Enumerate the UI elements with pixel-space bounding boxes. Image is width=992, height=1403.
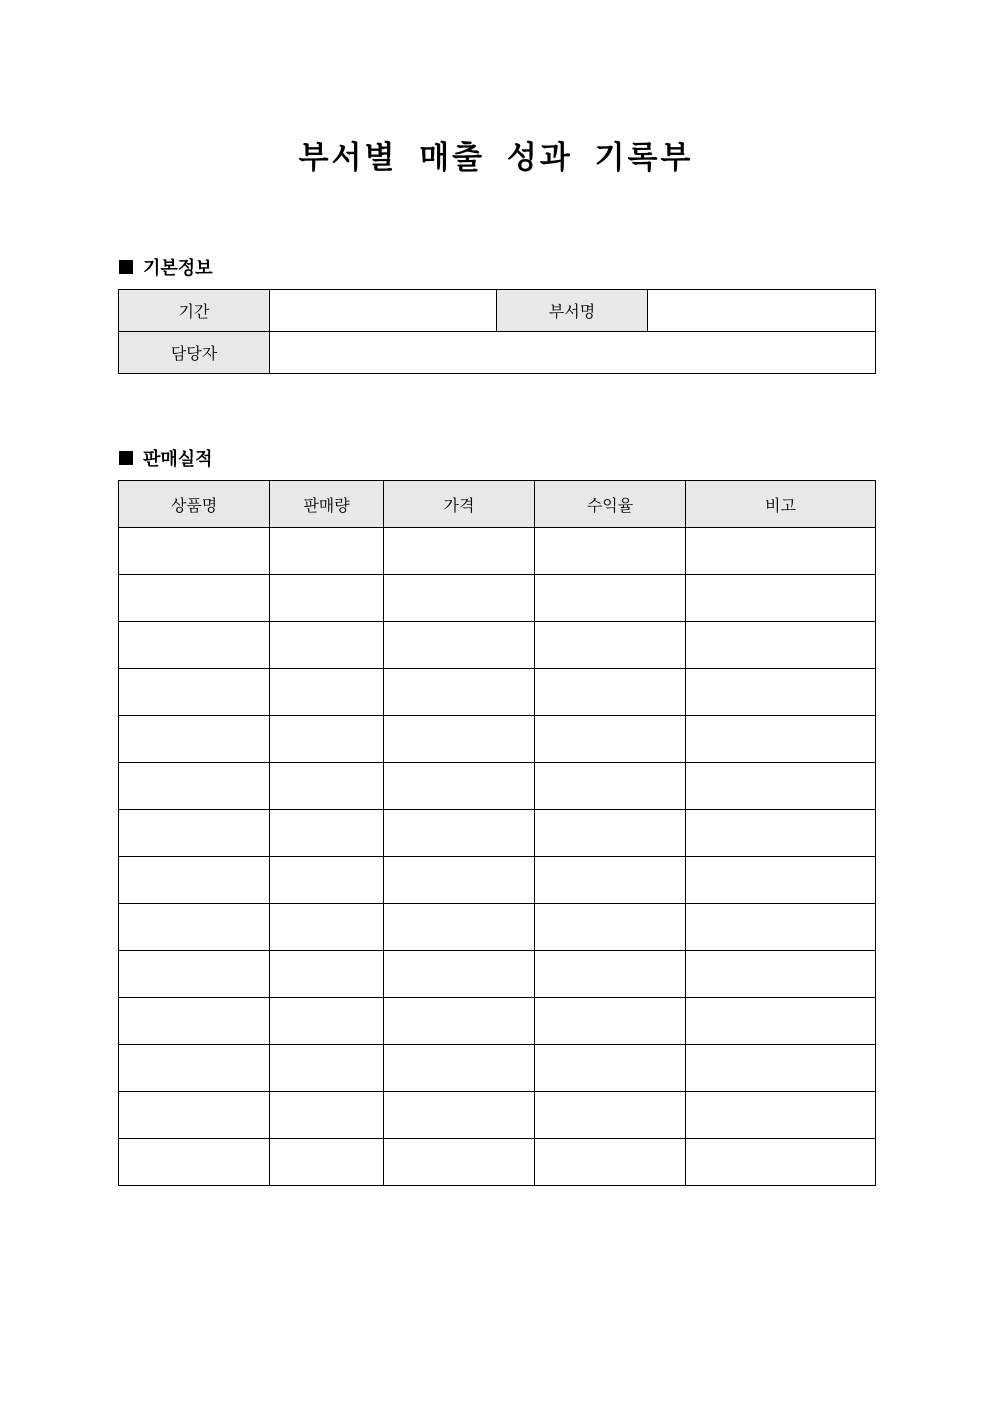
price-cell[interactable] [384, 951, 535, 998]
table-row [119, 669, 876, 716]
quantity-cell[interactable] [270, 528, 384, 575]
quantity-cell[interactable] [270, 998, 384, 1045]
manager-label: 담당자 [119, 332, 270, 374]
table-row [119, 763, 876, 810]
product-cell[interactable] [119, 669, 270, 716]
table-row [119, 1045, 876, 1092]
table-row [119, 622, 876, 669]
product-cell[interactable] [119, 622, 270, 669]
basic-info-table [118, 289, 876, 374]
quantity-cell[interactable] [270, 716, 384, 763]
table-row [119, 528, 876, 575]
product-cell[interactable] [119, 904, 270, 951]
quantity-cell[interactable] [270, 904, 384, 951]
price-cell[interactable] [384, 716, 535, 763]
quantity-cell[interactable] [270, 763, 384, 810]
price-cell[interactable] [384, 669, 535, 716]
sales-table [118, 480, 876, 1186]
table-row [119, 904, 876, 951]
product-cell[interactable] [119, 951, 270, 998]
margin-cell[interactable] [535, 1092, 686, 1139]
table-row [119, 857, 876, 904]
quantity-cell[interactable] [270, 951, 384, 998]
margin-cell[interactable] [535, 951, 686, 998]
margin-cell[interactable] [535, 669, 686, 716]
table-row [119, 332, 876, 374]
column-header-margin: 수익율 [535, 481, 686, 528]
remarks-cell[interactable] [686, 528, 876, 575]
square-bullet-icon [119, 451, 133, 465]
quantity-cell[interactable] [270, 810, 384, 857]
table-row [119, 290, 876, 332]
table-row [119, 810, 876, 857]
remarks-cell[interactable] [686, 763, 876, 810]
table-row [119, 998, 876, 1045]
margin-cell[interactable] [535, 998, 686, 1045]
remarks-cell[interactable] [686, 998, 876, 1045]
margin-cell[interactable] [535, 857, 686, 904]
section-heading-label: 판매실적 [143, 449, 213, 470]
margin-cell[interactable] [535, 575, 686, 622]
department-field[interactable] [648, 290, 876, 332]
remarks-cell[interactable] [686, 951, 876, 998]
column-header-remarks: 비고 [686, 481, 876, 528]
table-row [119, 575, 876, 622]
quantity-cell[interactable] [270, 575, 384, 622]
section-heading-sales [119, 445, 213, 471]
product-cell[interactable] [119, 716, 270, 763]
manager-field[interactable] [270, 332, 876, 374]
margin-cell[interactable] [535, 1139, 686, 1186]
quantity-cell[interactable] [270, 1092, 384, 1139]
column-header-quantity: 판매량 [270, 481, 384, 528]
margin-cell[interactable] [535, 810, 686, 857]
quantity-cell[interactable] [270, 857, 384, 904]
product-cell[interactable] [119, 1045, 270, 1092]
price-cell[interactable] [384, 904, 535, 951]
table-row [119, 1139, 876, 1186]
price-cell[interactable] [384, 763, 535, 810]
product-cell[interactable] [119, 763, 270, 810]
product-cell[interactable] [119, 528, 270, 575]
price-cell[interactable] [384, 622, 535, 669]
margin-cell[interactable] [535, 716, 686, 763]
remarks-cell[interactable] [686, 716, 876, 763]
price-cell[interactable] [384, 810, 535, 857]
remarks-cell[interactable] [686, 857, 876, 904]
remarks-cell[interactable] [686, 1092, 876, 1139]
square-bullet-icon [119, 260, 133, 274]
product-cell[interactable] [119, 575, 270, 622]
remarks-cell[interactable] [686, 622, 876, 669]
remarks-cell[interactable] [686, 904, 876, 951]
section-heading-basic-info [119, 254, 213, 280]
product-cell[interactable] [119, 1139, 270, 1186]
price-cell[interactable] [384, 528, 535, 575]
table-row [119, 951, 876, 998]
price-cell[interactable] [384, 857, 535, 904]
remarks-cell[interactable] [686, 810, 876, 857]
price-cell[interactable] [384, 575, 535, 622]
table-row [119, 716, 876, 763]
department-label: 부서명 [497, 290, 648, 332]
period-label: 기간 [119, 290, 270, 332]
quantity-cell[interactable] [270, 622, 384, 669]
quantity-cell[interactable] [270, 669, 384, 716]
margin-cell[interactable] [535, 622, 686, 669]
price-cell[interactable] [384, 1139, 535, 1186]
section-heading-label: 기본정보 [143, 258, 213, 279]
price-cell[interactable] [384, 1092, 535, 1139]
quantity-cell[interactable] [270, 1139, 384, 1186]
product-cell[interactable] [119, 810, 270, 857]
table-row [119, 1092, 876, 1139]
product-cell[interactable] [119, 998, 270, 1045]
column-header-product: 상품명 [119, 481, 270, 528]
remarks-cell[interactable] [686, 1139, 876, 1186]
page-title: 부서별 매출 성과 기록부 [298, 140, 694, 176]
period-field[interactable] [270, 290, 497, 332]
remarks-cell[interactable] [686, 1045, 876, 1092]
product-cell[interactable] [119, 857, 270, 904]
margin-cell[interactable] [535, 904, 686, 951]
margin-cell[interactable] [535, 763, 686, 810]
margin-cell[interactable] [535, 528, 686, 575]
remarks-cell[interactable] [686, 575, 876, 622]
table-header-row [119, 481, 876, 528]
price-cell[interactable] [384, 998, 535, 1045]
quantity-cell[interactable] [270, 1045, 384, 1092]
column-header-price: 가격 [384, 481, 535, 528]
price-cell[interactable] [384, 1045, 535, 1092]
margin-cell[interactable] [535, 1045, 686, 1092]
remarks-cell[interactable] [686, 669, 876, 716]
product-cell[interactable] [119, 1092, 270, 1139]
